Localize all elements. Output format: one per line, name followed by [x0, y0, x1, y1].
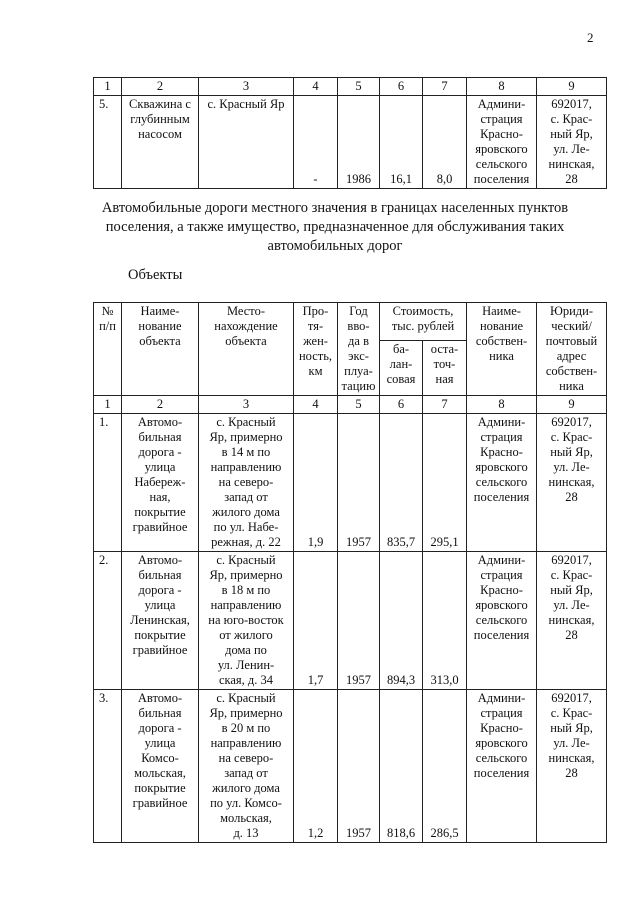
object-owner: Админи- страция Красно- яровского сельского поселения — [467, 690, 537, 843]
header-location: Место- нахождение объекта — [199, 303, 294, 396]
section-heading: Автомобильные дороги местного значения в границах населенных пунктов поселения, а также имущество, предназначенное для обслуживания таких автомобильных дорог — [101, 200, 569, 254]
col-number: 5 — [338, 396, 380, 414]
table-row — [94, 552, 607, 690]
col-number: 9 — [537, 78, 607, 96]
object-length: - — [294, 96, 338, 189]
object-name: Автомо- бильная дорога - улица Набереж- ная, покрытие гравийное — [122, 414, 199, 552]
object-year: 1957 — [338, 690, 380, 843]
header-address: Юриди- ческий/ почтовый адрес собствен- ника — [537, 303, 607, 396]
row-number: 3. — [94, 690, 122, 843]
object-residual-cost: 313,0 — [423, 552, 467, 690]
object-year: 1957 — [338, 414, 380, 552]
header-owner: Наиме- нование собствен- ника — [467, 303, 537, 396]
table-row — [94, 414, 607, 552]
object-balance-cost: 835,7 — [380, 414, 423, 552]
object-residual-cost: 286,5 — [423, 690, 467, 843]
col-number: 2 — [122, 78, 199, 96]
object-name: Скважина с глубинным насосом — [122, 96, 199, 189]
object-location: с. Красный Яр, примерно в 18 м по направлению на юго-восток от жилого дома по ул. Ленин- ская, д. 34 — [199, 552, 294, 690]
owner-address: 692017, с. Крас- ный Яр, ул. Ле- нинская, 28 — [537, 96, 607, 189]
col-number: 4 — [294, 396, 338, 414]
column-number-row — [94, 396, 607, 414]
object-length: 1,9 — [294, 414, 338, 552]
object-length: 1,7 — [294, 552, 338, 690]
col-number: 1 — [94, 78, 122, 96]
row-number: 1. — [94, 414, 122, 552]
header-year: Год вво- да в экс- плуа- тацию — [338, 303, 380, 396]
object-name: Автомо- бильная дорога - улица Ленинская, покрытие гравийное — [122, 552, 199, 690]
col-number: 1 — [94, 396, 122, 414]
object-owner: Админи- страция Красно- яровского сельского поселения — [467, 96, 537, 189]
object-location: с. Красный Яр, примерно в 20 м по направлению на северо- запад от жилого дома по ул. Комсо- мольская, д. 13 — [199, 690, 294, 843]
object-location: с. Красный Яр, примерно в 14 м по направлению на северо- запад от жилого дома по ул. Набе- режная, д. 22 — [199, 414, 294, 552]
col-number: 4 — [294, 78, 338, 96]
object-balance-cost: 16,1 — [380, 96, 423, 189]
header-balance: ба- лан- совая — [380, 340, 423, 395]
header-residual: оста- точ- ная — [423, 340, 467, 395]
table-row — [94, 690, 607, 843]
table-row — [94, 96, 607, 189]
object-name: Автомо- бильная дорога - улица Комсо- мольская, покрытие гравийное — [122, 690, 199, 843]
property-table-continued — [93, 77, 607, 189]
object-residual-cost: 8,0 — [423, 96, 467, 189]
object-location: с. Красный Яр — [199, 96, 294, 189]
object-year: 1957 — [338, 552, 380, 690]
col-number: 5 — [338, 78, 380, 96]
owner-address: 692017, с. Крас- ный Яр, ул. Ле- нинская, 28 — [537, 552, 607, 690]
col-number: 2 — [122, 396, 199, 414]
col-number: 9 — [537, 396, 607, 414]
col-number: 7 — [423, 396, 467, 414]
object-balance-cost: 818,6 — [380, 690, 423, 843]
section-subheading: Объекты — [128, 267, 183, 283]
object-owner: Админи- страция Красно- яровского сельского поселения — [467, 552, 537, 690]
header-cost: Стоимость, тыс. рублей — [380, 303, 467, 341]
row-number: 2. — [94, 552, 122, 690]
col-number: 8 — [467, 396, 537, 414]
col-number: 3 — [199, 78, 294, 96]
row-number: 5. — [94, 96, 122, 189]
owner-address: 692017, с. Крас- ный Яр, ул. Ле- нинская, 28 — [537, 414, 607, 552]
header-row — [94, 303, 607, 341]
object-residual-cost: 295,1 — [423, 414, 467, 552]
header-num: № п/п — [94, 303, 122, 396]
header-name: Наиме- нование объекта — [122, 303, 199, 396]
col-number: 7 — [423, 78, 467, 96]
column-number-row — [94, 78, 607, 96]
object-balance-cost: 894,3 — [380, 552, 423, 690]
col-number: 8 — [467, 78, 537, 96]
header-length: Про- тя- жен- ность, км — [294, 303, 338, 396]
owner-address: 692017, с. Крас- ный Яр, ул. Ле- нинская, 28 — [537, 690, 607, 843]
page-number: 2 — [587, 30, 594, 45]
col-number: 6 — [380, 396, 423, 414]
object-length: 1,2 — [294, 690, 338, 843]
col-number: 6 — [380, 78, 423, 96]
object-year: 1986 — [338, 96, 380, 189]
col-number: 3 — [199, 396, 294, 414]
object-owner: Админи- страция Красно- яровского сельского поселения — [467, 414, 537, 552]
roads-table — [93, 302, 607, 843]
